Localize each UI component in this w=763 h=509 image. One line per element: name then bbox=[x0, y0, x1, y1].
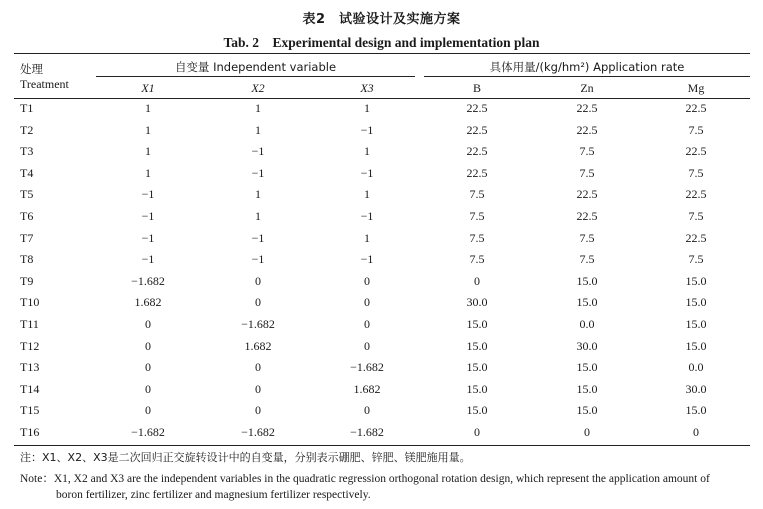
cell-zn: 22.5 bbox=[576, 209, 598, 223]
treatment-label: T3 bbox=[20, 144, 34, 159]
cell-x3: −1 bbox=[360, 122, 374, 137]
treatment-label: T2 bbox=[20, 122, 34, 137]
cell-mg: 15.0 bbox=[685, 273, 707, 288]
cell-zn: 7.5 bbox=[579, 165, 595, 180]
cell-mg: 15.0 bbox=[685, 295, 707, 310]
cell-x2: 0 bbox=[255, 295, 261, 310]
cell-zn: 30.0 bbox=[576, 338, 598, 353]
cell-b: 15.0 bbox=[466, 381, 488, 396]
cell-x3: 0 bbox=[364, 338, 370, 353]
table-row bbox=[0, 144, 763, 166]
cell-b: 0 bbox=[474, 425, 480, 439]
treatment-label: T14 bbox=[20, 381, 40, 396]
cell-x1: 0 bbox=[145, 317, 151, 331]
cell-zn: 15.0 bbox=[576, 295, 598, 310]
cell-x2: 0 bbox=[255, 403, 261, 418]
cell-zn: 15.0 bbox=[576, 403, 598, 418]
cell-b: 30.0 bbox=[466, 295, 488, 310]
cell-zn: 15.0 bbox=[576, 273, 598, 288]
cell-x1: −1 bbox=[141, 230, 155, 245]
cell-zn: 7.5 bbox=[579, 252, 595, 267]
cell-x3: −1 bbox=[360, 165, 374, 180]
cell-zn: 22.5 bbox=[576, 101, 598, 115]
table-row bbox=[0, 274, 763, 296]
table-row bbox=[0, 403, 763, 425]
table-row bbox=[0, 360, 763, 382]
cell-zn: 15.0 bbox=[576, 381, 598, 396]
cell-x3: −1 bbox=[360, 252, 374, 267]
table-row bbox=[0, 317, 763, 339]
cell-x1: −1 bbox=[141, 187, 155, 202]
cell-x3: 1 bbox=[364, 144, 370, 159]
table-row bbox=[0, 295, 763, 317]
treatment-label: T11 bbox=[20, 317, 39, 331]
cell-zn: 15.0 bbox=[576, 360, 598, 375]
cell-b: 7.5 bbox=[469, 187, 485, 202]
cell-b: 22.5 bbox=[466, 101, 488, 115]
cell-x3: 1.682 bbox=[353, 381, 381, 396]
table-row bbox=[0, 425, 763, 447]
cell-mg: 22.5 bbox=[685, 144, 707, 159]
table-row bbox=[0, 231, 763, 253]
cell-x3: 0 bbox=[364, 295, 370, 310]
cell-x2: −1.682 bbox=[241, 317, 275, 331]
column-header-x3: X3 bbox=[360, 81, 374, 95]
cell-b: 22.5 bbox=[466, 144, 488, 159]
header-independent-variable: 自变量 Independent variable bbox=[174, 60, 337, 74]
subheader-rule-variables bbox=[96, 76, 415, 77]
top-rule bbox=[14, 53, 750, 54]
cell-x1: −1 bbox=[141, 252, 155, 267]
cell-zn: 0 bbox=[584, 425, 590, 439]
cell-x2: −1 bbox=[251, 230, 265, 245]
cell-x1: −1 bbox=[141, 209, 155, 223]
cell-mg: 15.0 bbox=[685, 403, 707, 418]
cell-x3: 1 bbox=[364, 101, 370, 115]
cell-b: 15.0 bbox=[466, 360, 488, 375]
cell-x2: −1 bbox=[251, 252, 265, 267]
table-title-english: Tab. 2 Experimental design and implementation plan bbox=[223, 35, 540, 50]
cell-zn: 7.5 bbox=[579, 144, 595, 159]
header-rule bbox=[14, 98, 750, 99]
cell-x3: 0 bbox=[364, 273, 370, 288]
cell-x1: 0 bbox=[145, 381, 151, 396]
cell-x1: 1 bbox=[145, 122, 151, 137]
cell-b: 7.5 bbox=[469, 230, 485, 245]
cell-mg: 7.5 bbox=[688, 165, 704, 180]
cell-x2: 1 bbox=[255, 122, 261, 137]
cell-x1: −1.682 bbox=[131, 273, 165, 288]
treatment-label: T10 bbox=[20, 295, 40, 310]
cell-mg: 7.5 bbox=[688, 209, 704, 223]
cell-x1: 0 bbox=[145, 338, 151, 353]
cell-x3: 1 bbox=[364, 230, 370, 245]
cell-zn: 22.5 bbox=[576, 187, 598, 202]
header-treatment-english: Treatment bbox=[20, 77, 69, 91]
cell-x2: 0 bbox=[255, 381, 261, 396]
treatment-label: T16 bbox=[20, 425, 40, 439]
header-application-rate: 具体用量/(kg/hm²) Application rate bbox=[489, 60, 685, 74]
cell-b: 22.5 bbox=[466, 165, 488, 180]
cell-b: 15.0 bbox=[466, 338, 488, 353]
treatment-label: T13 bbox=[20, 360, 40, 375]
treatment-label: T6 bbox=[20, 209, 34, 223]
cell-b: 7.5 bbox=[469, 252, 485, 267]
cell-x1: −1.682 bbox=[131, 425, 165, 439]
treatment-label: T15 bbox=[20, 403, 40, 418]
cell-x3: −1.682 bbox=[350, 425, 384, 439]
table-row bbox=[0, 187, 763, 209]
cell-mg: 7.5 bbox=[688, 122, 704, 137]
cell-x3: −1.682 bbox=[350, 360, 384, 375]
cell-x2: −1.682 bbox=[241, 425, 275, 439]
cell-x2: −1 bbox=[251, 144, 265, 159]
treatment-label: T1 bbox=[20, 101, 34, 115]
table-row bbox=[0, 252, 763, 274]
column-header-x1: X1 bbox=[141, 81, 155, 95]
cell-zn: 0.0 bbox=[579, 317, 595, 331]
cell-x2: 1 bbox=[255, 101, 261, 115]
cell-x2: 1 bbox=[255, 209, 261, 223]
table-row bbox=[0, 382, 763, 404]
cell-x1: 1.682 bbox=[134, 295, 162, 310]
note-english-line1: Note：X1, X2 and X3 are the independent variables in the quadratic regression orthogonal rotation design, which represent the application amount of bbox=[20, 473, 710, 485]
cell-mg: 22.5 bbox=[685, 230, 707, 245]
cell-mg: 22.5 bbox=[685, 187, 707, 202]
cell-mg: 22.5 bbox=[685, 101, 707, 115]
table-row bbox=[0, 123, 763, 145]
cell-zn: 7.5 bbox=[579, 230, 595, 245]
treatment-label: T7 bbox=[20, 230, 34, 245]
subheader-rule-rates bbox=[424, 76, 750, 77]
cell-mg: 7.5 bbox=[688, 252, 704, 267]
header-treatment-chinese: 处理 bbox=[20, 62, 43, 76]
bottom-rule bbox=[14, 445, 750, 446]
cell-mg: 30.0 bbox=[685, 381, 707, 396]
cell-x1: 1 bbox=[145, 144, 151, 159]
cell-b: 7.5 bbox=[469, 209, 485, 223]
cell-mg: 0 bbox=[693, 425, 699, 439]
cell-x2: −1 bbox=[251, 165, 265, 180]
cell-x1: 1 bbox=[145, 101, 151, 115]
table-row bbox=[0, 339, 763, 361]
cell-mg: 0.0 bbox=[688, 360, 704, 375]
cell-x3: 1 bbox=[364, 187, 370, 202]
table-row bbox=[0, 209, 763, 231]
cell-mg: 15.0 bbox=[685, 338, 707, 353]
cell-x3: 0 bbox=[364, 317, 370, 331]
column-header-b: B bbox=[472, 81, 481, 95]
cell-b: 15.0 bbox=[466, 403, 488, 418]
column-header-x2: X2 bbox=[251, 81, 265, 95]
cell-b: 22.5 bbox=[466, 122, 488, 137]
note-chinese: 注：X1、X2、X3是二次回归正交旋转设计中的自变量，分别表示硼肥、锌肥、镁肥施用量。 bbox=[20, 451, 471, 464]
cell-b: 0 bbox=[474, 273, 480, 288]
cell-zn: 22.5 bbox=[576, 122, 598, 137]
column-header-mg: Mg bbox=[687, 81, 705, 95]
treatment-label: T12 bbox=[20, 338, 40, 353]
treatment-label: T4 bbox=[20, 165, 34, 180]
treatment-label: T5 bbox=[20, 187, 34, 202]
treatment-label: T9 bbox=[20, 273, 34, 288]
cell-x2: 1 bbox=[255, 187, 261, 202]
cell-x2: 0 bbox=[255, 360, 261, 375]
table-row bbox=[0, 101, 763, 123]
column-header-zn: Zn bbox=[580, 81, 594, 95]
cell-x1: 0 bbox=[145, 360, 151, 375]
cell-b: 15.0 bbox=[466, 317, 488, 331]
cell-x3: −1 bbox=[360, 209, 374, 223]
table-row bbox=[0, 166, 763, 188]
cell-x2: 1.682 bbox=[244, 338, 272, 353]
table-title-chinese: 表2 试验设计及实施方案 bbox=[302, 12, 461, 27]
treatment-label: T8 bbox=[20, 252, 34, 267]
cell-x1: 0 bbox=[145, 403, 151, 418]
cell-x2: 0 bbox=[255, 273, 261, 288]
cell-x1: 1 bbox=[145, 165, 151, 180]
note-english-line2: boron fertilizer, zinc fertilizer and magnesium fertilizer respectively. bbox=[56, 489, 371, 501]
cell-x3: 0 bbox=[364, 403, 370, 418]
cell-mg: 15.0 bbox=[685, 317, 707, 331]
